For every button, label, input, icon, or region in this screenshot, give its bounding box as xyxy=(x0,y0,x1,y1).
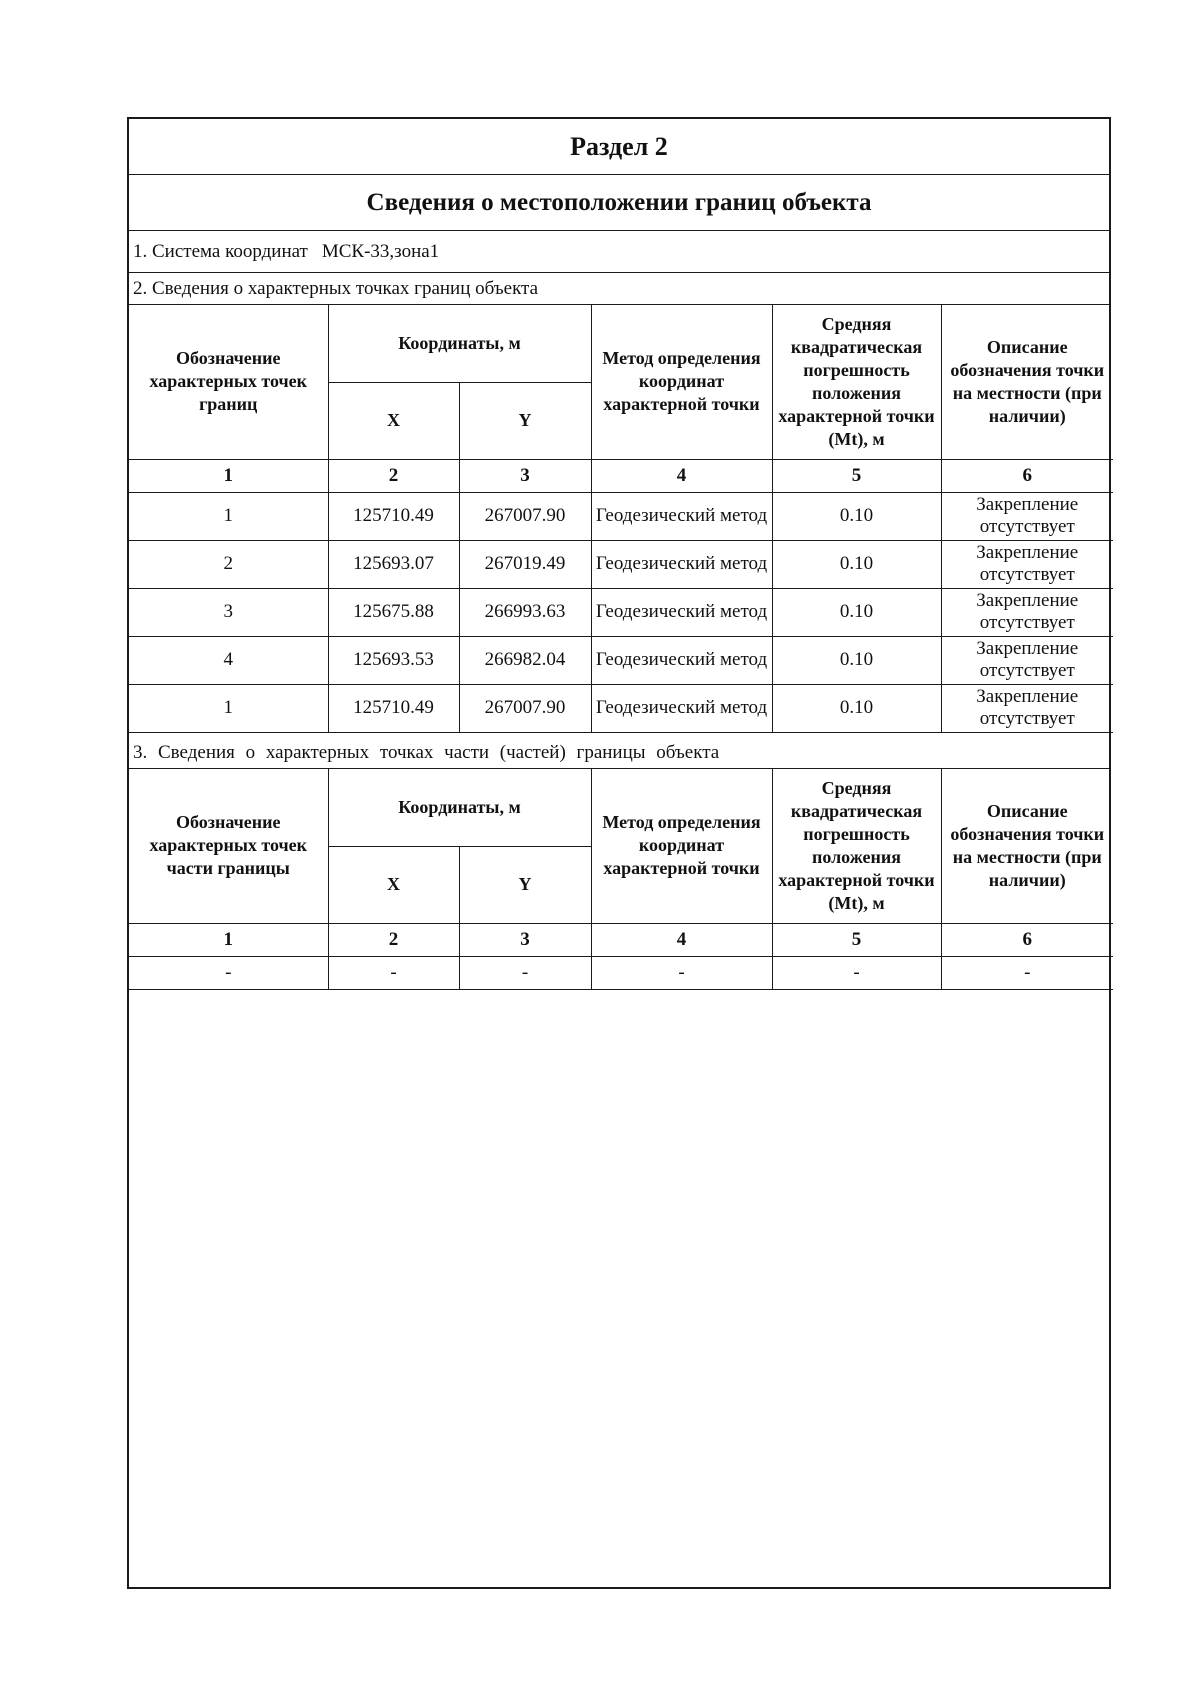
cell-point: 1 xyxy=(129,492,328,540)
cell-x: 125710.49 xyxy=(328,684,459,732)
section-title: Раздел 2 xyxy=(129,119,1109,175)
header-description: Описание обозначения точки на местности (при наличии) xyxy=(941,305,1113,459)
column-numbers-row xyxy=(129,459,1113,492)
cell-error: 0.10 xyxy=(772,588,941,636)
table-row xyxy=(129,588,1113,636)
table-row xyxy=(129,636,1113,684)
column-number: 4 xyxy=(591,459,772,492)
cell-point: - xyxy=(129,956,328,989)
header-method: Метод определения координат характерной точки xyxy=(591,769,772,923)
header-error: Средняя квадратическая погрешность положения характерной точки (Mt), м xyxy=(772,305,941,459)
header-x: X xyxy=(328,846,459,923)
column-number: 5 xyxy=(772,923,941,956)
header-description: Описание обозначения точки на местности (при наличии) xyxy=(941,769,1113,923)
cell-method: - xyxy=(591,956,772,989)
column-number: 1 xyxy=(129,459,328,492)
cell-y: - xyxy=(459,956,591,989)
column-number: 6 xyxy=(941,459,1113,492)
cell-error: 0.10 xyxy=(772,636,941,684)
column-number: 5 xyxy=(772,459,941,492)
cell-point: 1 xyxy=(129,684,328,732)
cell-description: Закрепление отсутствует xyxy=(941,540,1113,588)
header-coords: Координаты, м xyxy=(328,305,591,382)
column-number: 3 xyxy=(459,459,591,492)
header-y: Y xyxy=(459,846,591,923)
section3-heading: 3. Сведения о характерных точках части (частей) границы объекта xyxy=(129,737,1109,769)
cell-method: Геодезический метод xyxy=(591,540,772,588)
cell-y: 266993.63 xyxy=(459,588,591,636)
coordinate-system-label: 1. Система координат xyxy=(133,240,308,262)
table-header-row xyxy=(129,769,1113,846)
cell-error: 0.10 xyxy=(772,684,941,732)
section2-heading: 2. Сведения о характерных точках границ объекта xyxy=(129,273,1109,305)
header-x: X xyxy=(328,382,459,459)
cell-x: - xyxy=(328,956,459,989)
cell-description: Закрепление отсутствует xyxy=(941,684,1113,732)
table-row xyxy=(129,540,1113,588)
header-error: Средняя квадратическая погрешность положения характерной точки (Mt), м xyxy=(772,769,941,923)
column-number: 4 xyxy=(591,923,772,956)
cell-description: Закрепление отсутствует xyxy=(941,588,1113,636)
cell-x: 125693.07 xyxy=(328,540,459,588)
cell-point: 2 xyxy=(129,540,328,588)
table-row xyxy=(129,956,1113,989)
cell-error: - xyxy=(772,956,941,989)
cell-description: Закрепление отсутствует xyxy=(941,636,1113,684)
section-subtitle: Сведения о местоположении границ объекта xyxy=(129,175,1109,231)
header-y: Y xyxy=(459,382,591,459)
cell-x: 125710.49 xyxy=(328,492,459,540)
cell-method: Геодезический метод xyxy=(591,636,772,684)
cell-error: 0.10 xyxy=(772,492,941,540)
cell-y: 266982.04 xyxy=(459,636,591,684)
table-header-row xyxy=(129,305,1113,382)
cell-error: 0.10 xyxy=(772,540,941,588)
cell-description: Закрепление отсутствует xyxy=(941,492,1113,540)
column-number: 2 xyxy=(328,459,459,492)
cell-description: - xyxy=(941,956,1113,989)
table-row xyxy=(129,492,1113,540)
coordinate-system-value: МСК-33,зона1 xyxy=(321,240,440,262)
column-number: 3 xyxy=(459,923,591,956)
cell-y: 267019.49 xyxy=(459,540,591,588)
cell-point: 3 xyxy=(129,588,328,636)
column-number: 1 xyxy=(129,923,328,956)
coordinate-system-row xyxy=(129,231,1109,273)
column-number: 2 xyxy=(328,923,459,956)
cell-method: Геодезический метод xyxy=(591,492,772,540)
cell-x: 125675.88 xyxy=(328,588,459,636)
cell-y: 267007.90 xyxy=(459,492,591,540)
cell-x: 125693.53 xyxy=(328,636,459,684)
document-frame xyxy=(127,117,1111,1589)
header-coords: Координаты, м xyxy=(328,769,591,846)
column-number: 6 xyxy=(941,923,1113,956)
cell-y: 267007.90 xyxy=(459,684,591,732)
header-point: Обозначение характерных точек части границы xyxy=(129,769,328,923)
cell-method: Геодезический метод xyxy=(591,684,772,732)
part-boundary-points-table xyxy=(129,769,1113,990)
header-point: Обозначение характерных точек границ xyxy=(129,305,328,459)
boundary-points-table xyxy=(129,305,1113,733)
column-numbers-row xyxy=(129,923,1113,956)
header-method: Метод определения координат характерной точки xyxy=(591,305,772,459)
cell-point: 4 xyxy=(129,636,328,684)
table-row xyxy=(129,684,1113,732)
cell-method: Геодезический метод xyxy=(591,588,772,636)
